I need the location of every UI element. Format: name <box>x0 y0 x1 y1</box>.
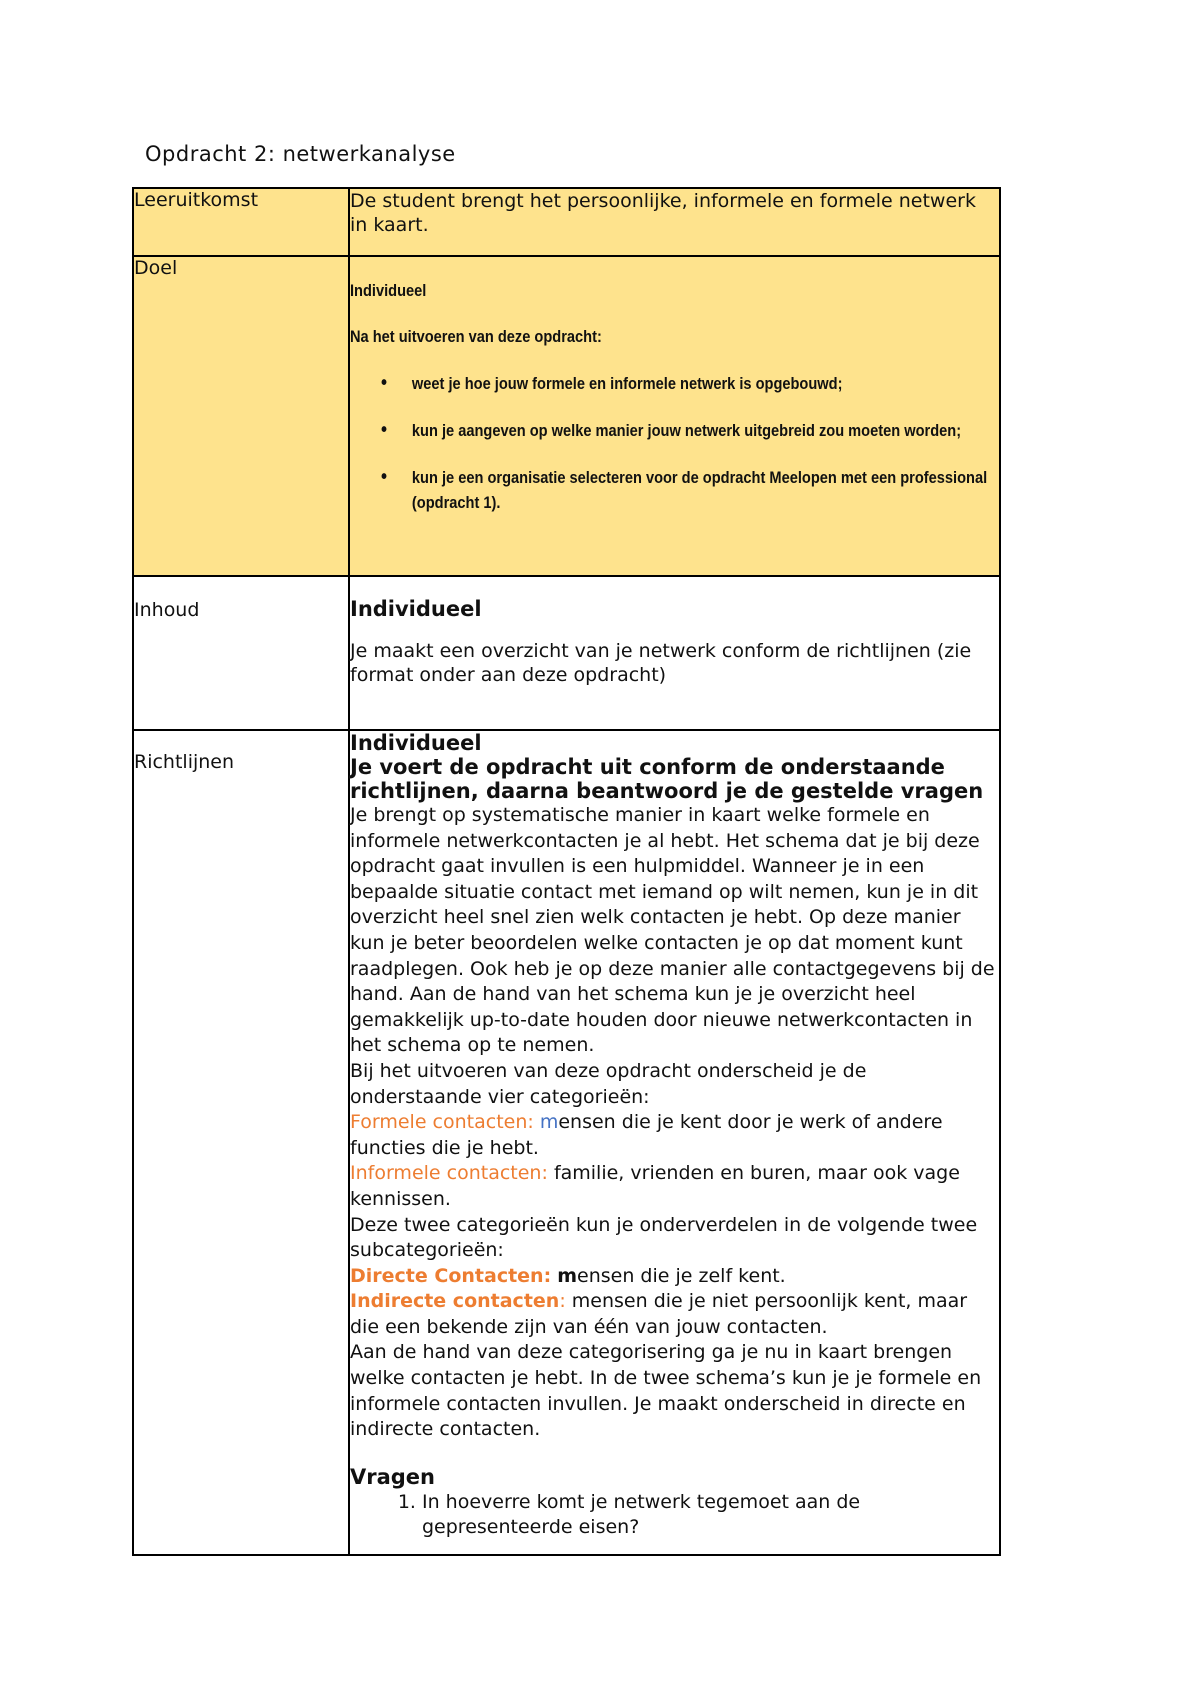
informele-contacten-line <box>350 1161 999 1212</box>
directe-contacten-text: ensen die je zelf kent. <box>577 1264 786 1287</box>
doel-bullet: • kun je een organisatie selecteren voor de opdracht Meelopen met een professional (opdracht 1). <box>412 465 998 515</box>
row-doel <box>133 256 1000 576</box>
formele-first-letter: m <box>539 1111 559 1134</box>
doel-content <box>350 279 997 515</box>
indirecte-contacten-term: Indirecte contacten <box>350 1290 560 1313</box>
richtlijnen-heading: Individueel <box>350 731 482 755</box>
inhoud-heading: Individueel <box>350 597 482 621</box>
vraag-item: 1. In hoeverre komt je netwerk tegemoet aan de gepresenteerde eisen? <box>422 1490 999 1540</box>
richtlijnen-paragraph: Bij het uitvoeren van deze opdracht onderscheid je de onderstaande vier categorieën: <box>350 1059 867 1108</box>
informele-contacten-term: Informele contacten: <box>350 1162 548 1185</box>
indirecte-contacten-line <box>350 1289 999 1340</box>
doel-bullet: • weet je hoe jouw formele en informele netwerk is opgebouwd; <box>412 371 998 396</box>
indirecte-contacten-text: mensen die je niet persoonlijk kent, maar die een bekende zijn van één van jouw contacten. <box>350 1290 968 1338</box>
indirecte-colon: : <box>559 1290 566 1313</box>
label-richtlijnen: Richtlijnen <box>133 730 349 1555</box>
row-leeruitkomst <box>133 188 1000 256</box>
richtlijnen-subheading: Je voert de opdracht uit conform de onderstaande richtlijnen, daarna beantwoord je de gestelde vragen <box>350 755 984 803</box>
leeruitkomst-text: De student brengt het persoonlijke, informele en formele netwerk in kaart. <box>349 188 1000 256</box>
formele-contacten-text: ensen die je kent door je werk of andere functies die je hebt. <box>350 1111 943 1159</box>
document-title: Opdracht 2: netwerkanalyse <box>145 142 456 166</box>
row-richtlijnen <box>133 730 1000 1555</box>
directe-contacten-term: Directe Contacten: <box>350 1264 552 1287</box>
assignment-table <box>132 187 1001 1556</box>
doel-cell <box>349 256 1000 576</box>
directe-contacten-line <box>350 1264 999 1290</box>
directe-first-letter: m <box>557 1264 578 1287</box>
formele-contacten-term: Formele contacten: <box>350 1111 534 1134</box>
doel-intro: Na het uitvoeren van deze opdracht: <box>350 327 602 346</box>
label-leeruitkomst: Leeruitkomst <box>133 188 349 256</box>
richtlijnen-cell <box>349 730 1000 1555</box>
vragen-heading: Vragen <box>350 1464 436 1489</box>
row-inhoud <box>133 576 1000 730</box>
richtlijnen-paragraph: Deze twee categorieën kun je onderverdelen in de volgende twee subcategorieën: <box>350 1213 978 1262</box>
label-doel: Doel <box>133 256 349 576</box>
richtlijnen-paragraph: Je brengt op systematische manier in kaart welke formele en informele netwerkcontacten je al hebt. Het schema dat je bij deze opdracht gaat invullen is een hulpmiddel. Wanneer je in een bepaalde situatie contact met iemand op wilt nemen, kun je in dit overzicht heel snel zien welk contacten je hebt. Op deze manier kun je beter beoordelen welke contacten je op dat moment kunt raadplegen. Ook heb je op deze manier alle contactgegevens bij de hand. Aan de hand van het schema kun je je overzicht heel gemakkelijk up-to-date houden door nieuwe netwerkcontacten in het schema op te nemen. <box>350 804 995 1057</box>
richtlijnen-paragraph: Aan de hand van deze categorisering ga je nu in kaart brengen welke contacten je hebt. In de twee schema’s kun je je formele en informele contacten invullen. Je maakt onderscheid in directe en indirecte contacten. <box>350 1341 982 1441</box>
doel-bullet: • kun je aangeven op welke manier jouw netwerk uitgebreid zou moeten worden; <box>412 418 998 443</box>
doel-heading: Individueel <box>350 281 427 300</box>
formele-contacten-line <box>350 1110 999 1161</box>
label-inhoud: Inhoud <box>133 576 349 730</box>
inhoud-text: Je maakt een overzicht van je netwerk conform de richtlijnen (zie format onder aan deze opdracht) <box>350 640 972 686</box>
vragen-list <box>350 1490 999 1540</box>
doel-bullet-list <box>350 371 997 515</box>
inhoud-cell <box>349 576 1000 730</box>
informele-contacten-text: familie, vrienden en buren, maar ook vage kennissen. <box>350 1162 960 1210</box>
